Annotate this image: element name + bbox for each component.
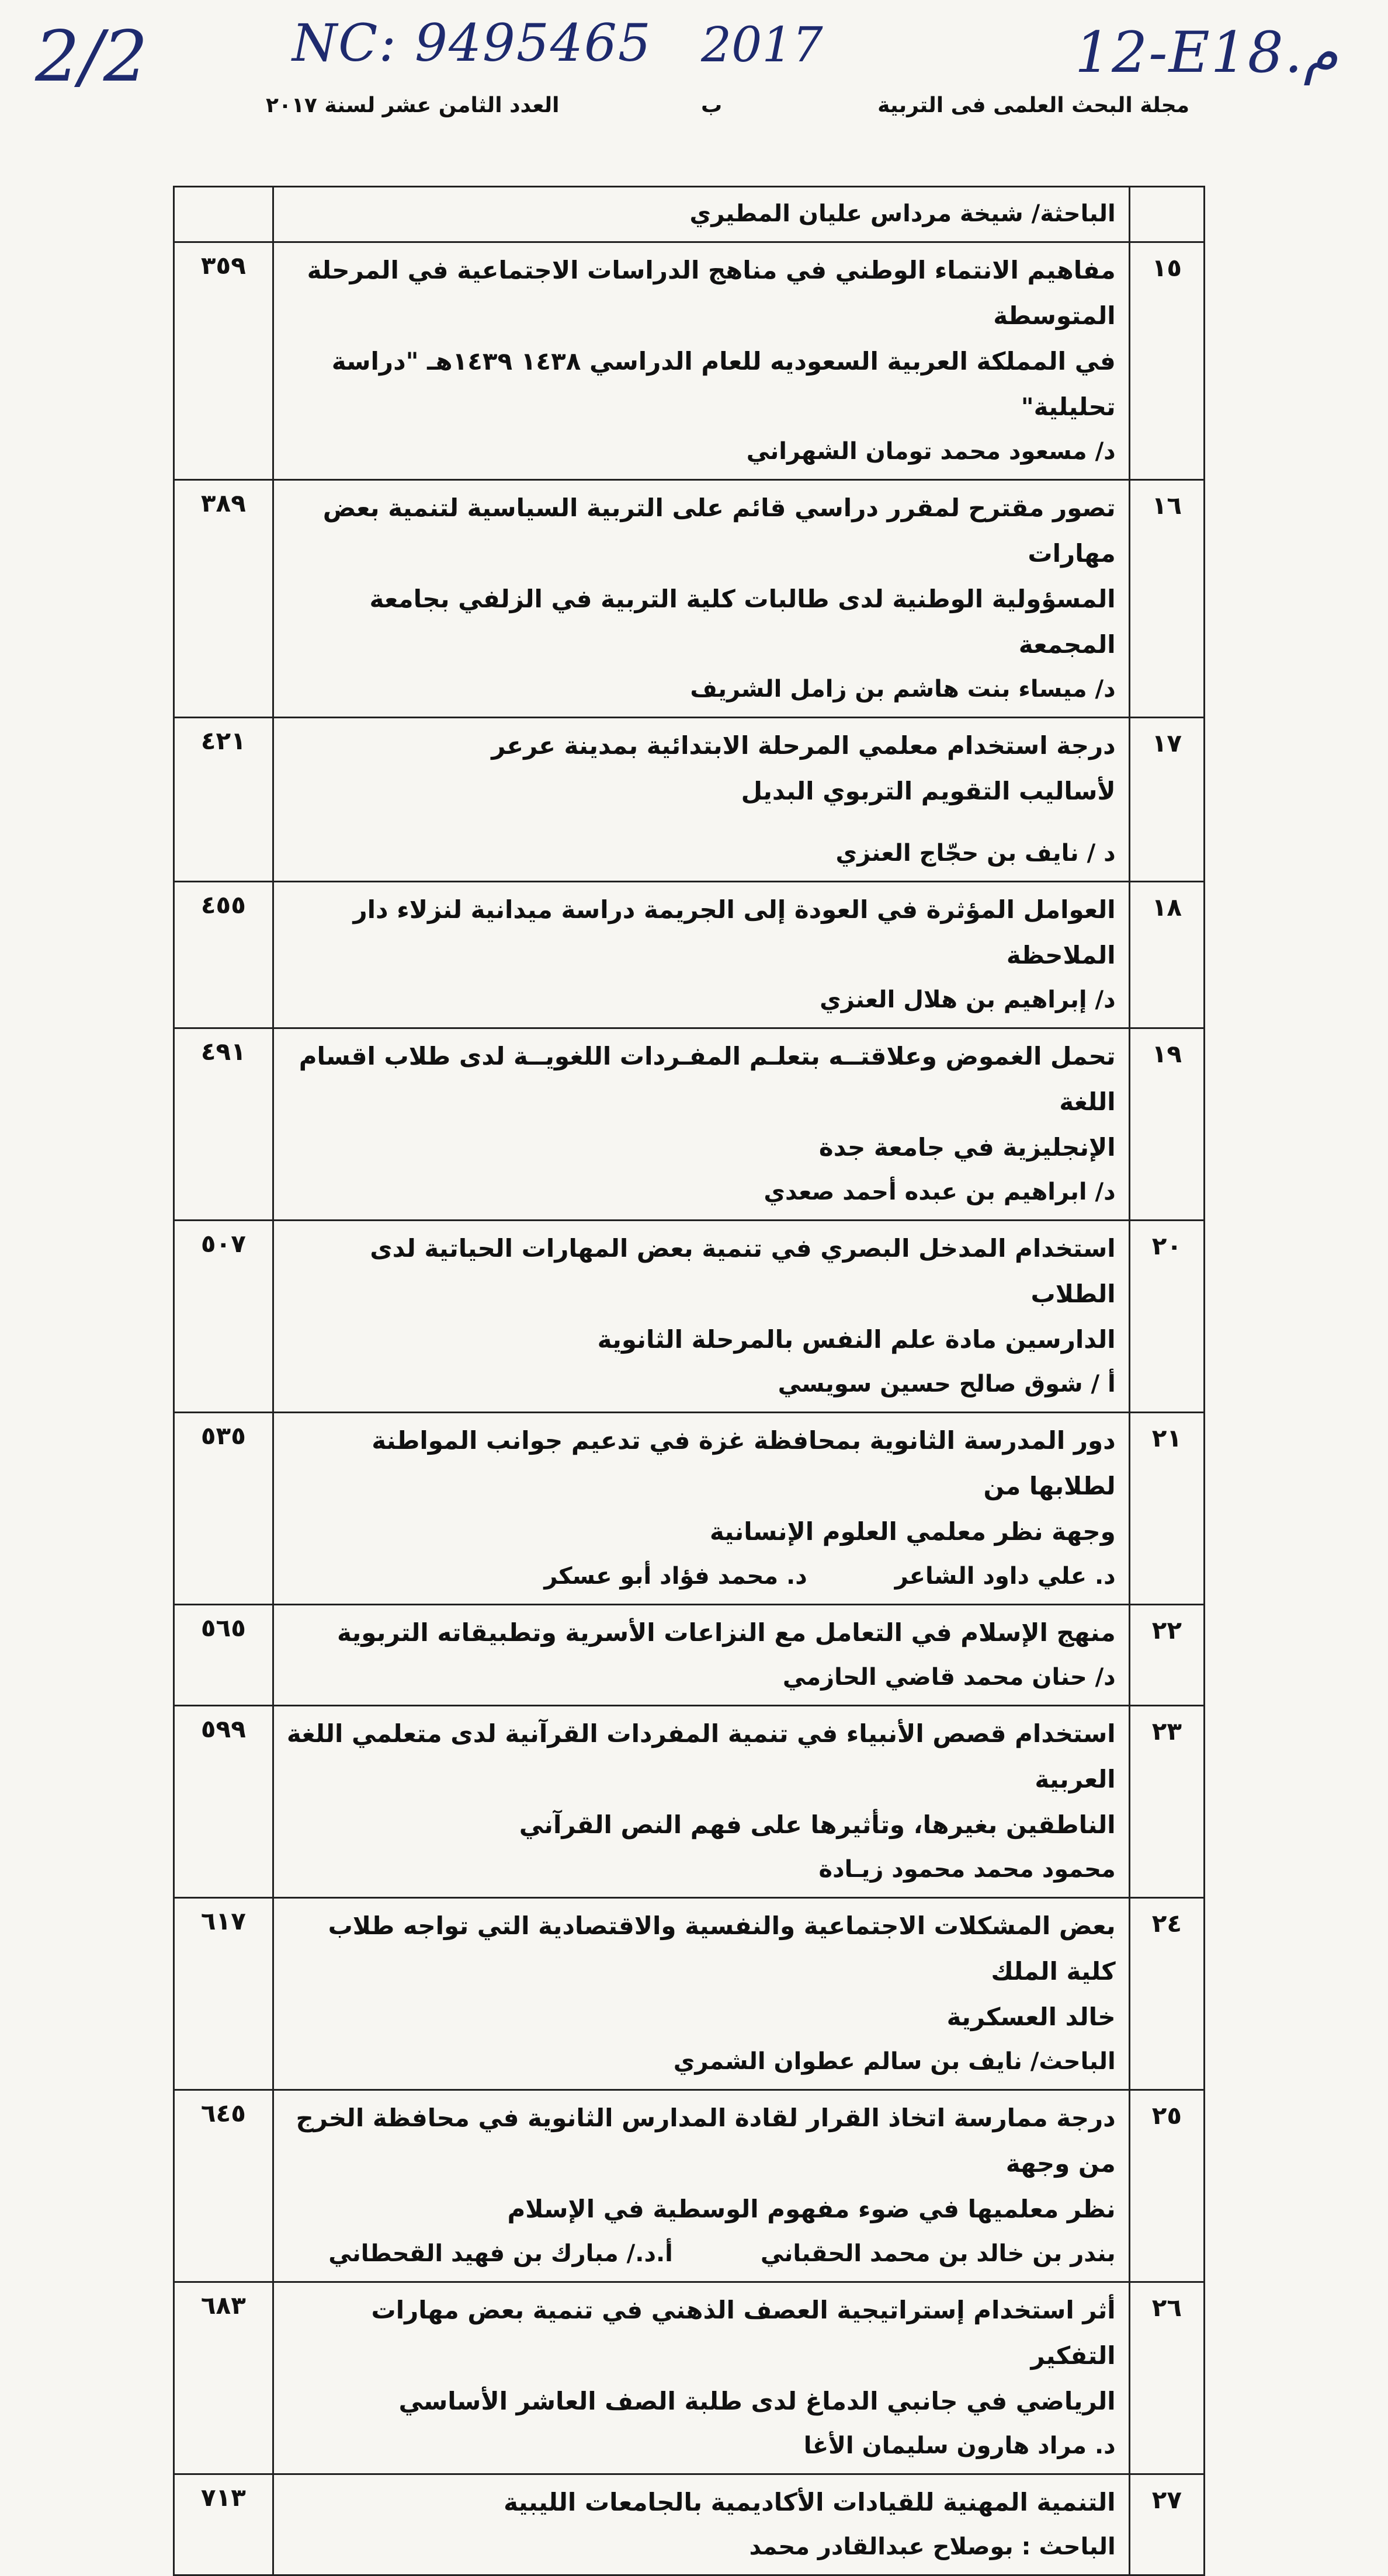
entry-number [1129, 187, 1204, 242]
author-name: الباحثة/ شيخة مرداس عليان المطيري [689, 200, 1116, 227]
table-row [174, 480, 1205, 718]
page-number: ٤٥٥ [174, 882, 273, 1028]
author-name: أ / شوق صالح حسين سويسي [778, 1371, 1116, 1397]
entry-cell [273, 2474, 1129, 2575]
entry-cell [273, 2282, 1129, 2474]
page-number: ٦٨٣ [174, 2282, 273, 2474]
entry-number: ١٩ [1129, 1028, 1204, 1221]
author-name: د. مراد هارون سليمان الأغا [803, 2432, 1116, 2459]
page-number: ٥٠٧ [174, 1221, 273, 1413]
page-number: ٤٩١ [174, 1028, 273, 1221]
entry-title-line: منهج الإسلام في التعامل مع النزاعات الأسرية وتطبيقاته التربوية [337, 1618, 1116, 1647]
entry-title-line: تصور مقترح لمقرر دراسي قائم على التربية السياسية لتنمية بعض مهارات [322, 493, 1116, 568]
entry-title-line: درجة استخدام معلمي المرحلة الابتدائية بمدينة عرعر [491, 731, 1116, 760]
entry-authors [282, 2424, 1116, 2467]
entry-title-line: بعض المشكلات الاجتماعية والنفسية والاقتصادية التي تواجه طلاب كلية الملك [328, 1911, 1116, 1986]
table-row [174, 1605, 1205, 1706]
entry-number: ٢٢ [1129, 1605, 1204, 1706]
table-row [174, 1413, 1205, 1605]
handwritten-code: NC: 9495465 [292, 13, 652, 73]
author-name: الباحث/ نايف بن سالم عطوان الشمري [673, 2048, 1116, 2075]
entry-title-line: استخدام المدخل البصري في تنمية بعض المهارات الحياتية لدى الطلاب [370, 1234, 1116, 1308]
entry-authors [282, 192, 1116, 235]
entry-cell [273, 1413, 1129, 1605]
author-name: د / نايف بن حجّاج العنزي [835, 840, 1116, 867]
entry-authors [282, 430, 1116, 473]
entry-authors [282, 2525, 1116, 2568]
entry-number: ٢٠ [1129, 1221, 1204, 1413]
entry-title-line: الناطقين بغيرها، وتأثيرها على فهم النص القرآني [519, 1810, 1116, 1839]
entry-cell [273, 1605, 1129, 1706]
journal-title: مجلة البحث العلمى فى التربية [877, 93, 1189, 117]
entry-title-line: دور المدرسة الثانوية بمحافظة غزة في تدعيم جوانب المواطنة لطلابها من [372, 1426, 1116, 1500]
page-letter: ب [701, 93, 723, 117]
entry-authors [282, 2040, 1116, 2083]
entry-cell [273, 718, 1129, 882]
entry-number: ٢٣ [1129, 1706, 1204, 1898]
page-number [174, 187, 273, 242]
entry-title-line: العوامل المؤثرة في العودة إلى الجريمة دراسة ميدانية لنزلاء دار الملاحظة [353, 895, 1116, 969]
handwritten-reference: 12-E18.م [1075, 20, 1338, 85]
entry-number: ٢٦ [1129, 2282, 1204, 2474]
entry-title-line: نظر معلميها في ضوء مفهوم الوسطية في الإسلام [507, 2195, 1116, 2223]
entry-authors [282, 1362, 1116, 1406]
table-row [174, 1706, 1205, 1898]
entry-title-line: خالد العسكرية [946, 2003, 1116, 2031]
entry-cell [273, 1898, 1129, 2090]
author-name: محمود محمد محمود زيـادة [818, 1856, 1116, 1883]
entry-cell [273, 1221, 1129, 1413]
entry-cell [273, 480, 1129, 718]
entry-authors [282, 668, 1116, 711]
page-number: ٥٦٥ [174, 1605, 273, 1706]
entry-title-line: المسؤولية الوطنية لدى طالبات كلية التربية في الزلفي بجامعة المجمعة [369, 585, 1116, 659]
entry-title-line: في المملكة العربية السعوديه للعام الدراسي ١٤٣٨ ١٤٣٩هـ "دراسة تحليلية" [331, 347, 1116, 421]
entry-title-line: لأساليب التقويم التربوي البديل [741, 777, 1116, 805]
table-row [174, 1028, 1205, 1221]
entry-number: ١٦ [1129, 480, 1204, 718]
page-number: ٦٤٥ [174, 2090, 273, 2282]
handwritten-fraction: 2/2 [35, 16, 148, 98]
entry-authors [282, 1555, 1116, 1598]
entry-title-line: الدارسين مادة علم النفس بالمرحلة الثانوية [597, 1325, 1116, 1354]
entry-cell [273, 242, 1129, 480]
entry-title-line: درجة ممارسة اتخاذ القرار لقادة المدارس الثانوية في محافظة الخرج من وجهة [296, 2104, 1116, 2178]
entry-number: ٢٥ [1129, 2090, 1204, 2282]
author-name: د/ مسعود محمد تومان الشهراني [746, 438, 1116, 465]
entry-cell [273, 2090, 1129, 2282]
page-number: ٣٥٩ [174, 242, 273, 480]
table-row [174, 882, 1205, 1028]
author-name: د/ ميساء بنت هاشم بن زامل الشريف [690, 676, 1116, 703]
entry-title-line: وجهة نظر معلمي العلوم الإنسانية [709, 1517, 1116, 1546]
entry-authors [282, 1848, 1116, 1891]
page-number: ٥٣٥ [174, 1413, 273, 1605]
entry-cell [273, 882, 1129, 1028]
table-row [174, 718, 1205, 882]
author-name: د. علي داود الشاعر [894, 1563, 1116, 1590]
entry-authors [282, 978, 1116, 1021]
author-name: د/ حنان محمد قاضي الحازمي [782, 1664, 1116, 1691]
entry-number: ٢٤ [1129, 1898, 1204, 2090]
entry-title-line: استخدام قصص الأنبياء في تنمية المفردات القرآنية لدى متعلمي اللغة العربية [286, 1719, 1116, 1793]
entry-number: ٢١ [1129, 1413, 1204, 1605]
table-row [174, 2090, 1205, 2282]
handwritten-year: 2017 [701, 18, 823, 73]
entry-cell [273, 1706, 1129, 1898]
table-row [174, 187, 1205, 242]
entry-number: ١٥ [1129, 242, 1204, 480]
spacer [282, 814, 1116, 832]
entry-title-line: التنمية المهنية للقيادات الأكاديمية بالجامعات الليبية [504, 2488, 1116, 2516]
entry-number: ٢٧ [1129, 2474, 1204, 2575]
entry-number: ١٨ [1129, 882, 1204, 1028]
page-number: ٦١٧ [174, 1898, 273, 2090]
page-number: ٥٩٩ [174, 1706, 273, 1898]
contents-table [173, 186, 1205, 2576]
entry-authors [282, 2232, 1116, 2275]
entry-title-line: تحمل الغموض وعلاقتــه بتعلـم المفـردات اللغويــة لدى طلاب اقسام اللغة [299, 1042, 1116, 1116]
author-name: د/ ابراهيم بن عبده أحمد صعدي [764, 1179, 1116, 1205]
author-name: د/ إبراهيم بن هلال العنزي [820, 986, 1116, 1013]
table-row [174, 1221, 1205, 1413]
entry-title-line: أثر استخدام إستراتيجية العصف الذهني في تنمية بعض مهارات التفكير [371, 2296, 1116, 2370]
table-row [174, 2474, 1205, 2575]
table-row [174, 2282, 1205, 2474]
entry-authors [282, 1656, 1116, 1699]
entry-title-line: الإنجليزية في جامعة جدة [818, 1133, 1116, 1162]
table-row [174, 242, 1205, 480]
entry-authors [282, 1170, 1116, 1214]
entry-cell [273, 187, 1129, 242]
page-number: ٤٢١ [174, 718, 273, 882]
entry-authors [282, 832, 1116, 875]
issue-label: العدد الثامن عشر لسنة ٢٠١٧ [266, 93, 560, 117]
author-name: أ.د./ مبارك بن فهيد القحطاني [328, 2240, 673, 2267]
table-row [174, 1898, 1205, 2090]
author-name: الباحث : بوصلاح عبدالقادر محمد [749, 2533, 1116, 2560]
entry-cell [273, 1028, 1129, 1221]
page-number: ٣٨٩ [174, 480, 273, 718]
author-name: بندر بن خالد بن محمد الحقباني [760, 2240, 1116, 2267]
entry-number: ١٧ [1129, 718, 1204, 882]
entry-title-line: مفاهيم الانتماء الوطني في مناهج الدراسات الاجتماعية في المرحلة المتوسطة [307, 256, 1116, 330]
page-number: ٧١٣ [174, 2474, 273, 2575]
entry-title-line: الرياضي في جانبي الدماغ لدى طلبة الصف العاشر الأساسي [398, 2387, 1116, 2415]
author-name: د. محمد فؤاد أبو عسكر [544, 1563, 807, 1590]
